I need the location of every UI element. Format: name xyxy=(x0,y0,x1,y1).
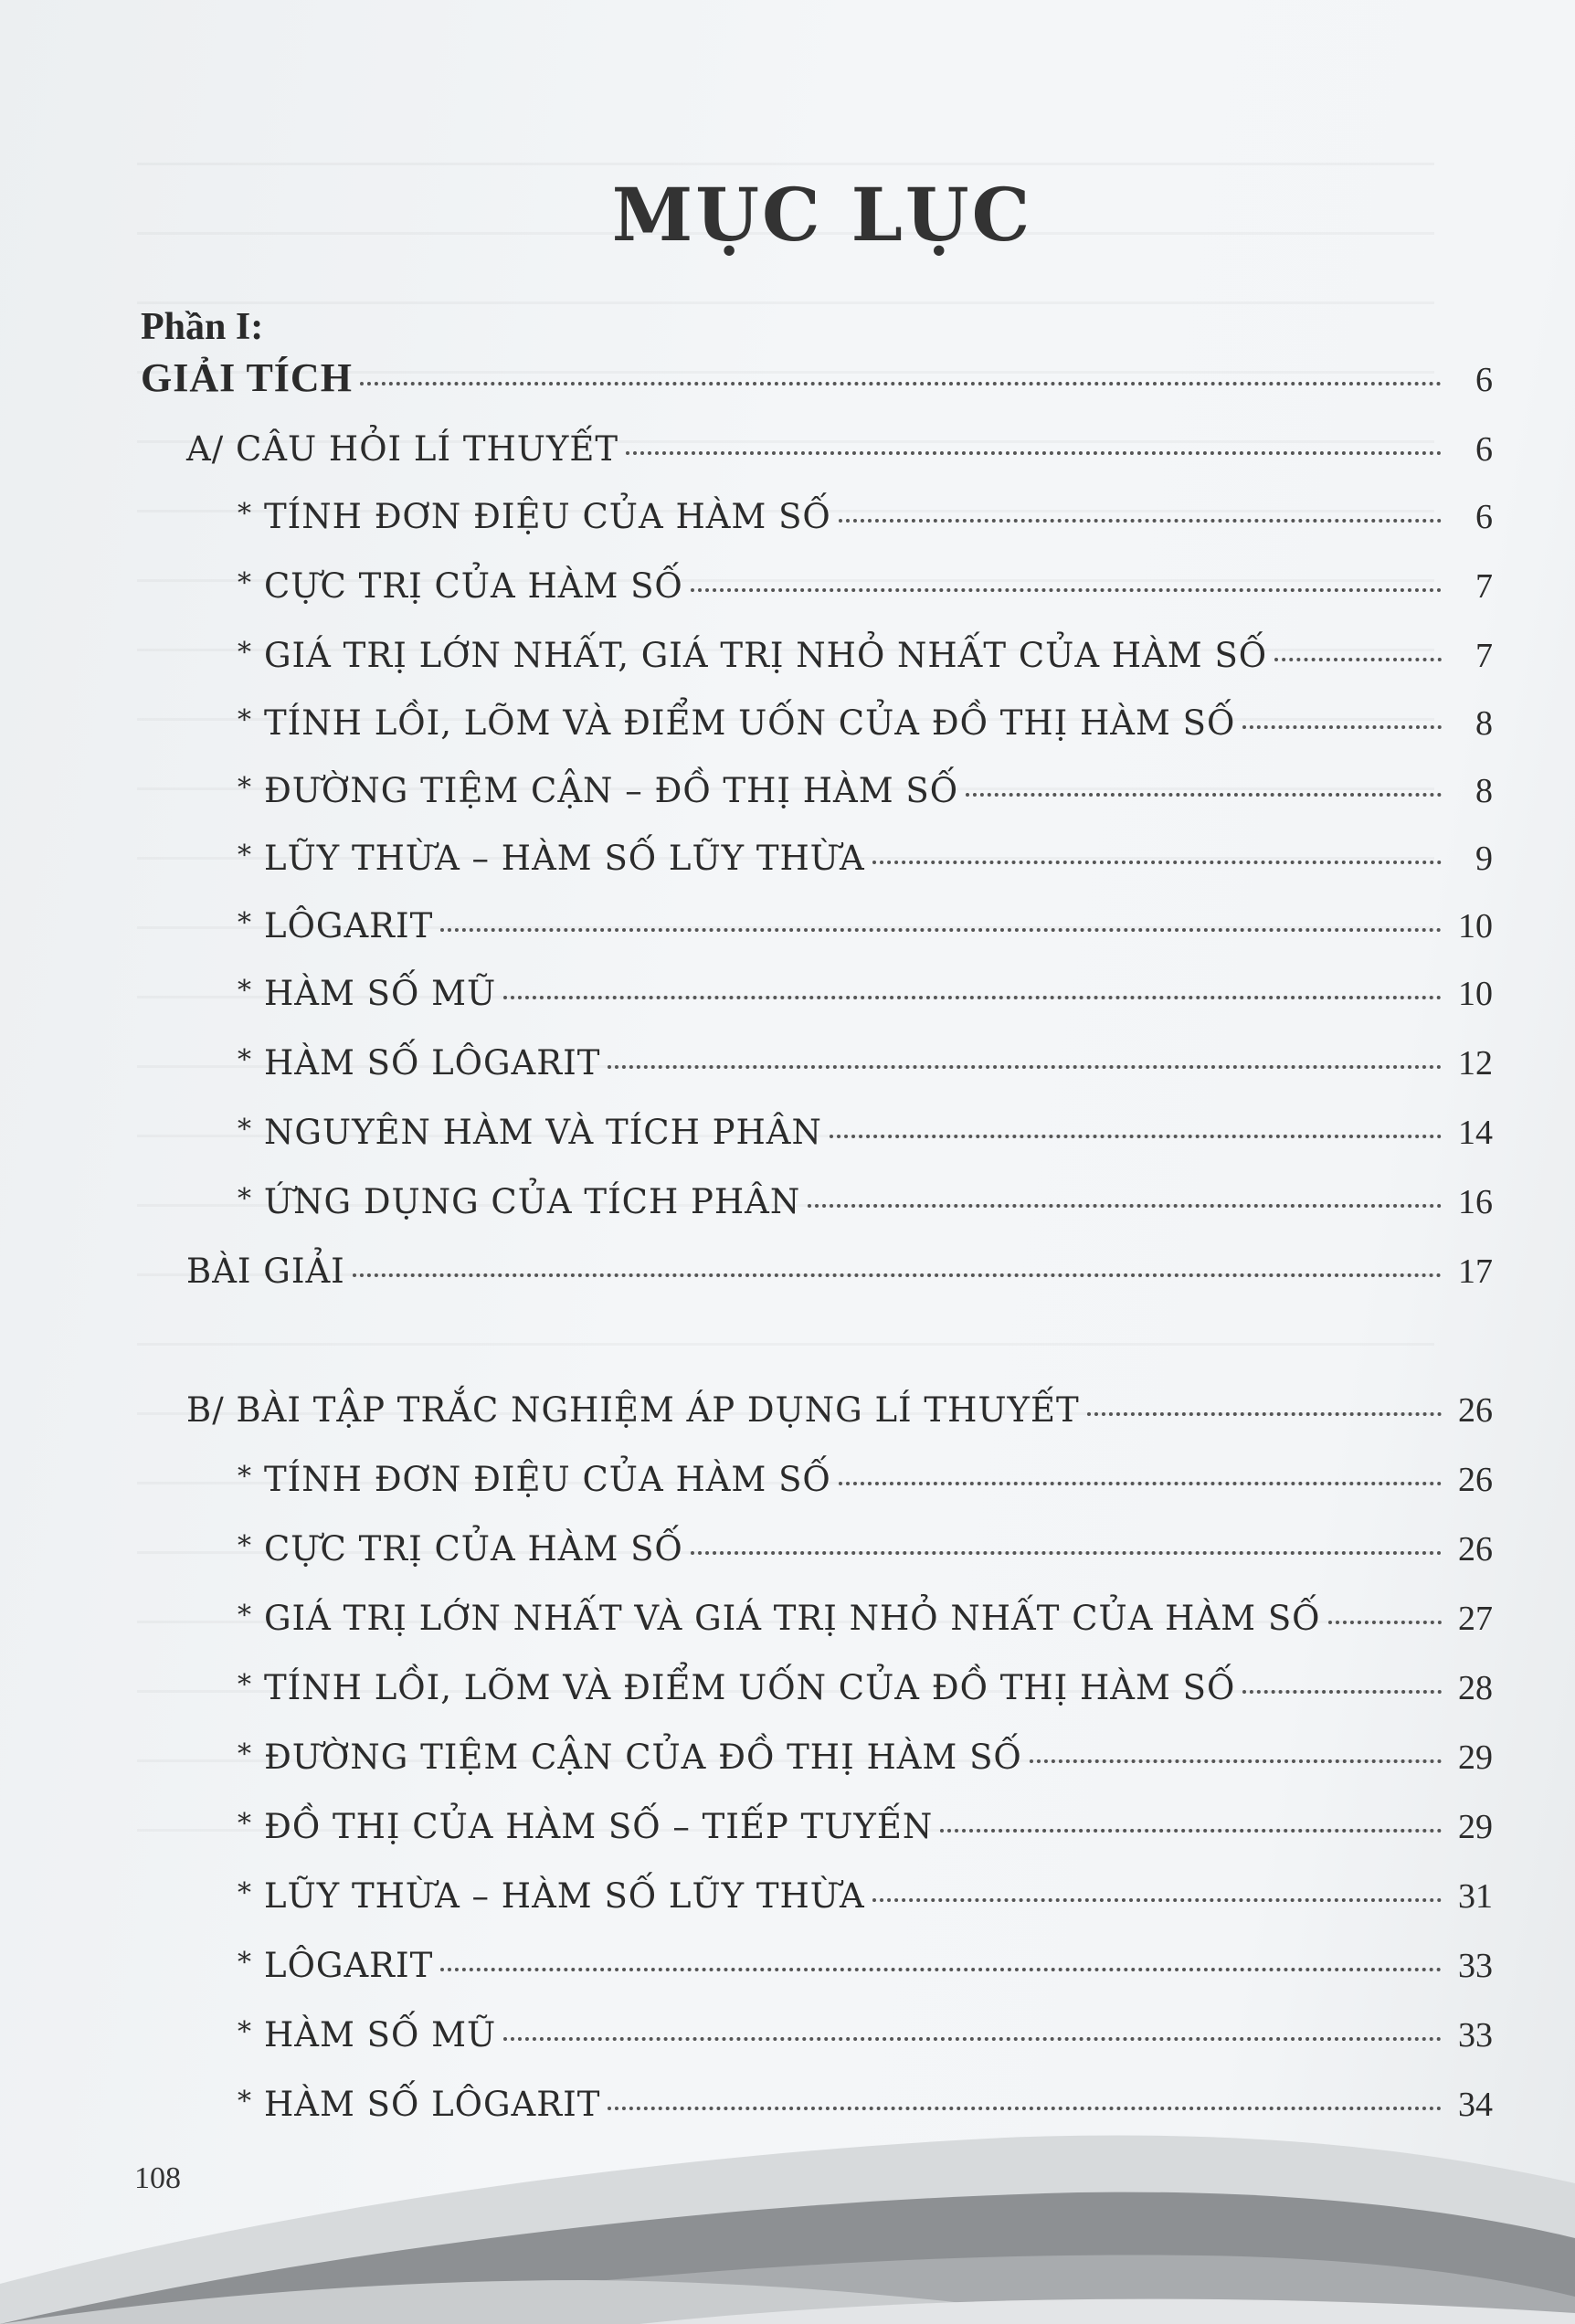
dot-leader xyxy=(1087,1412,1442,1416)
toc-entry-label: HÀM SỐ LÔGARIT xyxy=(264,2085,601,2124)
toc-entry-item[interactable] xyxy=(238,1876,1493,1917)
toc-entry-label: HÀM SỐ MŨ xyxy=(264,974,497,1013)
toc-entry-item[interactable] xyxy=(238,771,1493,811)
asterisk-bullet-icon: * xyxy=(238,1183,251,1215)
toc-entry-item[interactable] xyxy=(238,906,1493,946)
asterisk-bullet-icon: * xyxy=(238,1808,251,1840)
asterisk-bullet-icon: * xyxy=(238,1461,251,1493)
dot-leader xyxy=(839,1482,1442,1485)
toc-entry-section[interactable] xyxy=(186,1390,1493,1431)
toc-entry-label: TÍNH LỒI, LÕM VÀ ĐIỂM UỐN CỦA ĐỒ THỊ HÀM SỐ xyxy=(264,703,1236,743)
toc-entry-label: TÍNH ĐƠN ĐIỆU CỦA HÀM SỐ xyxy=(264,497,831,536)
toc-entry-label: TÍNH ĐƠN ĐIỆU CỦA HÀM SỐ xyxy=(264,1460,831,1499)
asterisk-bullet-icon: * xyxy=(238,2016,251,2048)
dot-leader xyxy=(626,451,1442,455)
toc-entry-item[interactable] xyxy=(238,1946,1493,1986)
toc-entry-label: GIÁ TRỊ LỚN NHẤT, GIÁ TRỊ NHỎ NHẤT CỦA HÀM SỐ xyxy=(264,636,1268,675)
toc-entry-item[interactable] xyxy=(238,566,1493,607)
asterisk-bullet-icon: * xyxy=(238,1669,251,1701)
toc-entry-page: 8 xyxy=(1475,704,1493,743)
toc-entry-label: CỰC TRỊ CỦA HÀM SỐ xyxy=(264,566,683,606)
decorative-swoosh xyxy=(0,2101,1575,2324)
toc-entry-item[interactable] xyxy=(238,636,1493,676)
toc-entry-page: 33 xyxy=(1458,2016,1493,2055)
dot-leader xyxy=(839,519,1442,523)
toc-entry-page: 14 xyxy=(1458,1114,1493,1152)
dot-leader xyxy=(440,1968,1442,1971)
toc-entry-page: 27 xyxy=(1458,1600,1493,1638)
toc-entry-item[interactable] xyxy=(238,497,1493,537)
toc-entry-heading[interactable] xyxy=(141,354,1493,401)
dot-leader xyxy=(1242,1690,1442,1694)
toc-entry-page: 6 xyxy=(1475,430,1493,469)
dot-leader xyxy=(691,588,1442,592)
dot-leader xyxy=(872,1898,1442,1902)
toc-entry-label: A/ CÂU HỎI LÍ THUYẾT xyxy=(186,429,619,469)
toc-entry-label: NGUYÊN HÀM VÀ TÍCH PHÂN xyxy=(264,1113,822,1152)
toc-entry-label: ĐƯỜNG TIỆM CẬN CỦA ĐỒ THỊ HÀM SỐ xyxy=(264,1738,1022,1777)
dot-leader xyxy=(808,1204,1442,1208)
toc-entry-item[interactable] xyxy=(238,2015,1493,2055)
part-label: Phần I: xyxy=(141,306,264,348)
toc-entry-label: LŨY THỪA – HÀM SỐ LŨY THỪA xyxy=(264,839,865,878)
toc-entry-page: 29 xyxy=(1458,1808,1493,1846)
dot-leader xyxy=(1242,725,1442,729)
toc-entry-label: ỨNG DỤNG CỦA TÍCH PHÂN xyxy=(264,1182,801,1221)
toc-entry-page: 31 xyxy=(1458,1877,1493,1916)
toc-entry-item[interactable] xyxy=(238,1113,1493,1153)
toc-entry-page: 8 xyxy=(1475,772,1493,810)
dot-leader xyxy=(360,382,1442,386)
asterisk-bullet-icon: * xyxy=(238,772,251,804)
toc-entry-label: B/ BÀI TẬP TRẮC NGHIỆM ÁP DỤNG LÍ THUYẾT xyxy=(186,1390,1080,1430)
toc-entry-page: 12 xyxy=(1458,1044,1493,1083)
asterisk-bullet-icon: * xyxy=(238,840,251,872)
toc-entry-label: HÀM SỐ MŨ xyxy=(264,2015,497,2055)
asterisk-bullet-icon: * xyxy=(238,907,251,939)
dot-leader xyxy=(691,1551,1442,1555)
toc-entry-item[interactable] xyxy=(238,703,1493,744)
dot-leader xyxy=(608,1065,1442,1069)
toc-entry-label: LÔGARIT xyxy=(264,1946,434,1985)
dot-leader xyxy=(966,793,1442,797)
toc-entry-item[interactable] xyxy=(238,1043,1493,1083)
toc-entry-label: GIẢI TÍCH xyxy=(141,355,353,400)
asterisk-bullet-icon: * xyxy=(238,1877,251,1909)
toc-entry-label: CỰC TRỊ CỦA HÀM SỐ xyxy=(264,1529,683,1569)
toc-entry-label: HÀM SỐ LÔGARIT xyxy=(264,1043,601,1083)
toc-entry-page: 6 xyxy=(1475,361,1493,399)
dot-leader xyxy=(503,2037,1442,2041)
toc-entry-item[interactable] xyxy=(238,974,1493,1014)
asterisk-bullet-icon: * xyxy=(238,637,251,669)
toc-entry-item[interactable] xyxy=(238,1182,1493,1222)
asterisk-bullet-icon: * xyxy=(238,1738,251,1770)
toc-entry-page: 34 xyxy=(1458,2086,1493,2124)
toc-entry-page: 33 xyxy=(1458,1947,1493,1985)
toc-entry-label: BÀI GIẢI xyxy=(186,1252,345,1291)
toc-entry-section[interactable] xyxy=(186,429,1493,470)
toc-entry-label: ĐƯỜNG TIỆM CẬN – ĐỒ THỊ HÀM SỐ xyxy=(264,771,959,810)
toc-entry-label: GIÁ TRỊ LỚN NHẤT VÀ GIÁ TRỊ NHỎ NHẤT CỦA HÀM SỐ xyxy=(264,1599,1321,1638)
toc-entry-item[interactable] xyxy=(238,1529,1493,1569)
toc-entry-page: 17 xyxy=(1458,1252,1493,1291)
dot-leader xyxy=(940,1829,1442,1833)
asterisk-bullet-icon: * xyxy=(238,1530,251,1562)
toc-entry-item[interactable] xyxy=(238,1807,1493,1847)
asterisk-bullet-icon: * xyxy=(238,1600,251,1632)
dot-leader xyxy=(1274,658,1442,661)
asterisk-bullet-icon: * xyxy=(238,1044,251,1076)
toc-entry-page: 10 xyxy=(1458,975,1493,1013)
toc-entry-label: LÔGARIT xyxy=(264,906,434,945)
page-title: MỤC LỤC xyxy=(611,172,1033,258)
asterisk-bullet-icon: * xyxy=(238,498,251,530)
toc-entry-item[interactable] xyxy=(238,1668,1493,1708)
toc-entry-page: 10 xyxy=(1458,907,1493,945)
asterisk-bullet-icon: * xyxy=(238,2086,251,2118)
toc-entry-page: 6 xyxy=(1475,498,1493,536)
toc-entry-page: 26 xyxy=(1458,1391,1493,1430)
toc-entry-page: 16 xyxy=(1458,1183,1493,1221)
toc-entry-page: 7 xyxy=(1475,567,1493,606)
dot-leader xyxy=(440,928,1442,932)
toc-entry-item[interactable] xyxy=(238,1460,1493,1500)
toc-entry-page: 29 xyxy=(1458,1738,1493,1777)
toc-entry-label: LŨY THỪA – HÀM SỐ LŨY THỪA xyxy=(264,1876,865,1916)
asterisk-bullet-icon: * xyxy=(238,975,251,1007)
toc-entry-item[interactable] xyxy=(238,839,1493,879)
dot-leader xyxy=(830,1135,1442,1138)
dot-leader xyxy=(353,1273,1442,1277)
toc-entry-page: 28 xyxy=(1458,1669,1493,1707)
toc-entry-page: 7 xyxy=(1475,637,1493,675)
toc-entry-item[interactable] xyxy=(238,1599,1493,1639)
toc-entry-section[interactable] xyxy=(186,1252,1493,1292)
dot-leader xyxy=(1030,1759,1442,1763)
asterisk-bullet-icon: * xyxy=(238,704,251,736)
toc-entry-label: ĐỒ THỊ CỦA HÀM SỐ – TIẾP TUYẾN xyxy=(264,1807,934,1846)
asterisk-bullet-icon: * xyxy=(238,1947,251,1979)
dot-leader xyxy=(872,861,1442,864)
toc-entry-item[interactable] xyxy=(238,1738,1493,1778)
dot-leader xyxy=(1328,1621,1443,1624)
asterisk-bullet-icon: * xyxy=(238,1114,251,1146)
dot-leader xyxy=(503,996,1442,999)
toc-entry-page: 9 xyxy=(1475,840,1493,878)
toc-entry-page: 26 xyxy=(1458,1530,1493,1569)
page-number: 108 xyxy=(134,2161,181,2195)
asterisk-bullet-icon: * xyxy=(238,567,251,599)
toc-entry-page: 26 xyxy=(1458,1461,1493,1499)
toc-entry-label: TÍNH LỒI, LÕM VÀ ĐIỂM UỐN CỦA ĐỒ THỊ HÀM SỐ xyxy=(264,1668,1236,1707)
